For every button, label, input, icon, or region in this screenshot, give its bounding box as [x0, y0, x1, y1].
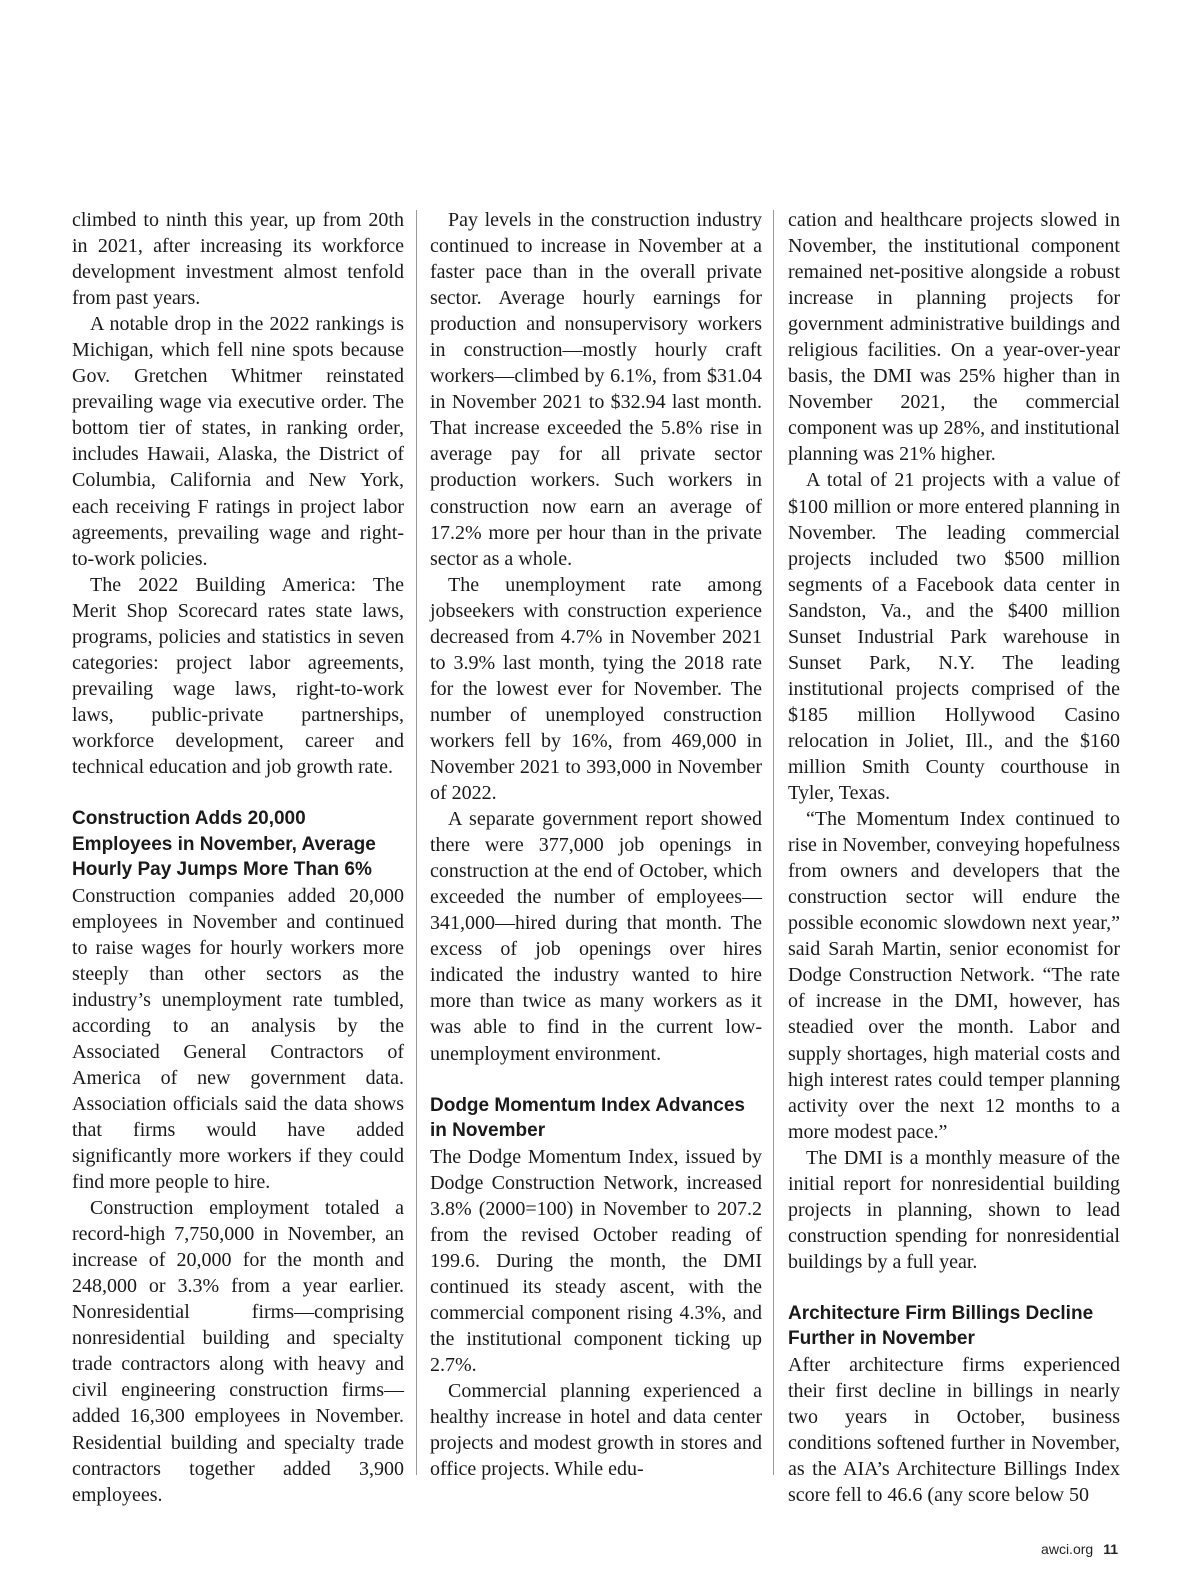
paragraph: Construction employment totaled a record-high 7,750,000 in November, an increase of 20,000 for the month and 248,000 or 3.3% from a year earlier. Nonresidential firms—comprising nonresidential building and specialty trade contractors along with heavy and civil engineering construction firms—added 16,300 employees in November. Residential building and specialty trade contractors together added 3,900 employees. [72, 1197, 404, 1506]
paragraph: The unemployment rate among jobseekers with construction experience decreased from 4.7% in November 2021 to 3.9% last month, tying the 2018 rate for the lowest ever for November. The number of unemployed construction workers fell by 16%, from 469,000 in November 2021 to 393,000 in November of 2022. [430, 573, 762, 805]
paragraph: The DMI is a monthly measure of the initial report for nonresidential building projects in planning, shown to lead construction spending for nonresidential buildings by a full year. [788, 1146, 1120, 1273]
paragraph: climbed to ninth this year, up from 20th in 2021, after increasing its workforce development investment almost tenfold from past years. [72, 209, 404, 310]
column-divider-1 [416, 210, 417, 1475]
column-2 [430, 207, 762, 1482]
paragraph: After architecture firms experienced their first decline in billings in nearly two years in October, business conditions softened further in November, as the AIA’s Architecture Billings Index score fell to 46.6 (any score below 50 [788, 1353, 1120, 1507]
paragraph: A total of 21 projects with a value of $100 million or more entered planning in November. The leading commercial projects included two $500 million segments of a Facebook data center in Sandston, Va., and the $400 million Sunset Industrial Park warehouse in Sunset Park, N.Y. The leading institutional projects comprised of the $185 million Hollywood Casino relocation in Joliet, Ill., and the $160 million Smith County courthouse in Tyler, Texas. [788, 469, 1120, 805]
page-footer [1041, 1541, 1118, 1557]
paragraph: The 2022 Building America: The Merit Shop Scorecard rates state laws, programs, policies and statistics in seven categories: project labor agreements, prevailing wage laws, right-to-work laws, public-private partnerships, workforce development, career and technical education and job growth rate. [72, 573, 404, 778]
column-3 [788, 207, 1120, 1508]
paragraph: Pay levels in the construction industry continued to increase in November at a faster pace than in the overall private sector. Average hourly earnings for production and nonsupervisory workers in construction—mostly hourly craft workers—climbed by 6.1%, from $31.04 in November 2021 to $32.94 last month. That increase exceeded the 5.8% rise in average pay for all private sector production workers. Such workers in construction now earn an average of 17.2% more per hour than in the private sector as a whole. [430, 209, 762, 570]
section-heading-dodge-momentum-index: Dodge Momentum Index Advances in November [430, 1094, 745, 1142]
page-number: 11 [1103, 1541, 1118, 1557]
paragraph: “The Momentum Index continued to rise in November, conveying hopefulness from owners and developers that the construction sector will endure the possible economic slowdown next year,” said Sarah Martin, senior economist for Dodge Construction Network. “The rate of increase in the DMI, however, has steadied over the month. Labor and supply shortages, high material costs and high interest rates could temper planning activity over the next 12 months to a more modest pace.” [788, 808, 1120, 1143]
column-1 [72, 207, 404, 1508]
paragraph: cation and healthcare projects slowed in November, the institutional component remained net-positive alongside a robust increase in planning projects for government administrative buildings and religious facilities. On a year-over-year basis, the DMI was 25% higher than in November 2021, the commercial component was up 28%, and institutional planning was 21% higher. [788, 209, 1120, 466]
footer-site-link[interactable]: awci.org [1041, 1541, 1094, 1557]
section-heading-construction-employment: Construction Adds 20,000 Employees in November, Average Hourly Pay Jumps More Than 6% [72, 808, 376, 881]
paragraph: The Dodge Momentum Index, issued by Dodge Construction Network, increased 3.8% (2000=100) in November to 207.2 from the revised October reading of 199.6. During the month, the DMI continued its steady ascent, with the commercial component rising 4.3%, and the institutional component ticking up 2.7%. [430, 1145, 762, 1376]
paragraph: Commercial planning experienced a healthy increase in hotel and data center projects and modest growth in stores and office projects. While edu- [430, 1379, 762, 1481]
paragraph: A separate government report showed there were 377,000 job openings in construction at the end of October, which exceeded the number of employees—341,000—hired during that month. The excess of job openings over hires indicated the industry wanted to hire more than twice as many workers as it was able to find in the current low-unemployment environment. [430, 808, 762, 1065]
section-heading-architecture-billings: Architecture Firm Billings Decline Further in November [788, 1302, 1094, 1350]
paragraph: A notable drop in the 2022 rankings is Michigan, which fell nine spots because Gov. Gretchen Whitmer reinstated prevailing wage via executive order. The bottom tier of states, in ranking order, includes Hawaii, Alaska, the District of Columbia, California and New York, each receiving F ratings in project labor agreements, prevailing wage and right-to-work policies. [72, 313, 404, 570]
paragraph: Construction companies added 20,000 employees in November and continued to raise wages for hourly workers more steeply than other sectors as the industry’s unemployment rate tumbled, according to an analysis by the Associated General Contractors of America of new government data. Association officials said the data shows that firms would have added significantly more workers if they could find more people to hire. [72, 884, 404, 1194]
column-divider-2 [773, 210, 774, 1475]
